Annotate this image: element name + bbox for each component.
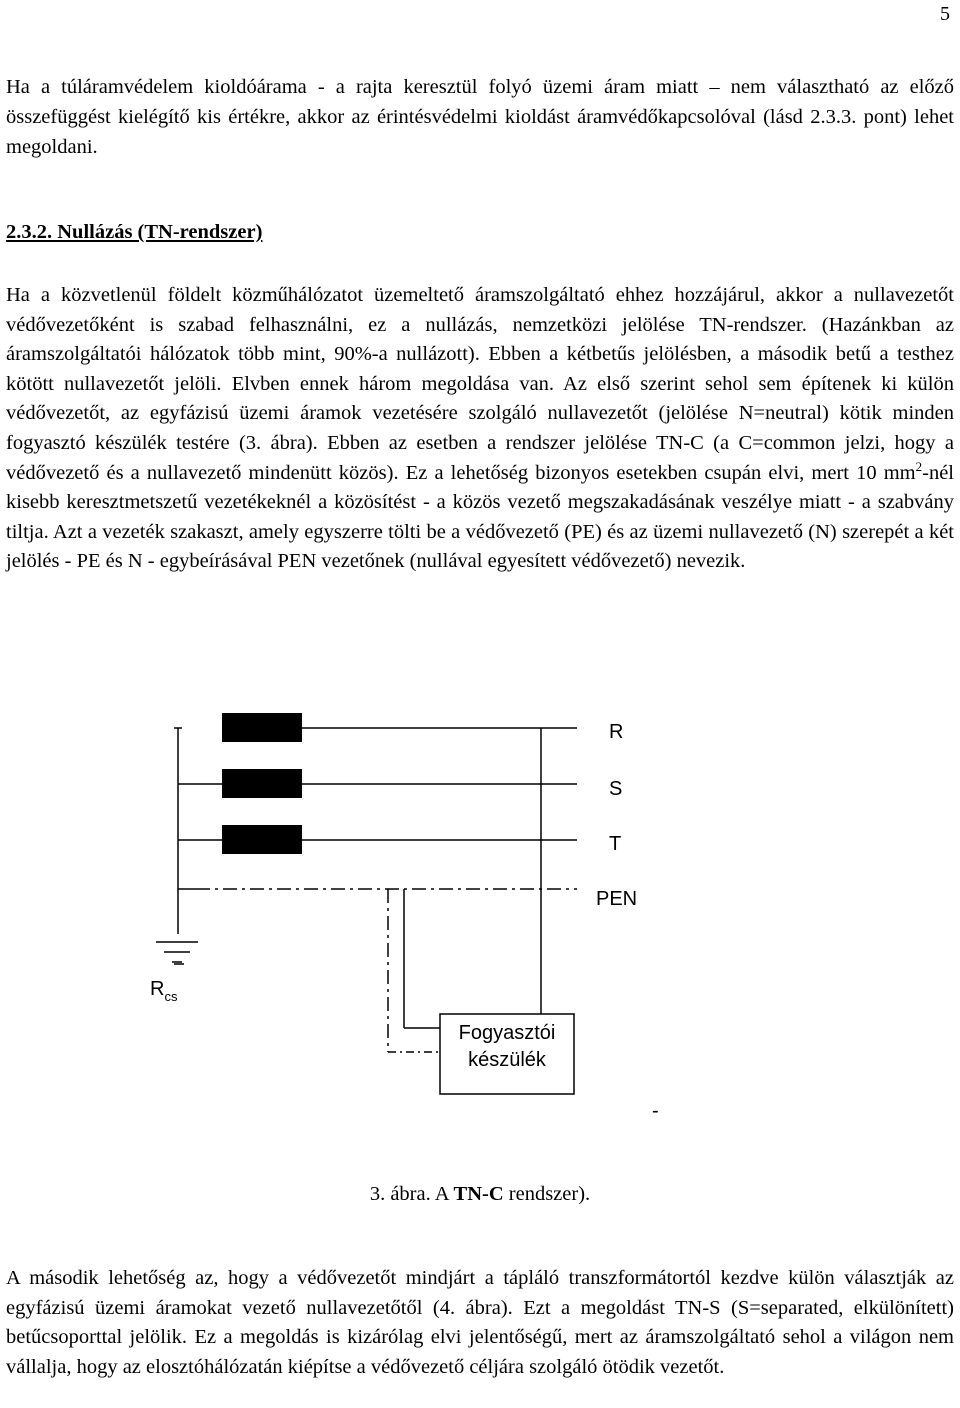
paragraph-tn-text-1: Ha a közvetlenül földelt közműhálózatot üzemeltető áramszolgáltató ehhez hozzájárul, akkor a nullavezetőt védővezetőként is szabad felhasználni, ez a nullázás, nemzetközi jelölése TN-rendszer. (Hazánkban az áramszolgáltatói hálózatok több mint, 90%-a nullázott). Ebben a kétbetűs jelölésben, a második betű a testhez kötött nullavezetőt jelöli. Elvben ennek három megoldása van. Az első szerint sehol sem építenek ki külön védővezetőt, az egyfázisú üzemi áramok vezetésére szolgáló nullavezetőt (jelölése N=neutral) kötik minden fogyasztó készülék testére (3. ábra). Ebben az esetben a rendszer jelölése TN-C (a C=common jelzi, hogy a védővezető és a nullavezető mindenütt közös). Ez a lehetőség bizonyos esetekben csupán elvi, mert 10 mm <box>6 284 954 484</box>
consumer-device-box <box>440 1014 574 1094</box>
superscript-2: 2 <box>915 458 923 474</box>
paragraph-tn-s: A második lehetőség az, hogy a védővezetőt mindjárt a tápláló transzformátortól kezdve külön választják az egyfázisú üzemi áramokat vezető nullavezetőtől (4. ábra). Ezt a megoldást TN-S (S=separated, elkülönített) betűcsoporttal jelölik. Ez a megoldás is kizárólag elvi jelentőségű, mert az áramszolgáltató sehol a világon nem vállalja, hogy az elosztóhálózatán kiépítse a védővezető céljára szolgáló ötödik vezetőt. <box>6 1267 954 1378</box>
transformer-winding-2 <box>222 769 302 798</box>
device-label-1: Fogyasztói <box>458 1022 556 1044</box>
label-s: S <box>609 778 623 800</box>
paragraph-tn-system <box>6 281 954 577</box>
caption-prefix: 3. ábra. A <box>369 1183 454 1205</box>
figure-caption <box>0 1180 960 1208</box>
ground-resistor-sub: cs <box>164 989 178 1004</box>
label-r: R <box>609 721 624 743</box>
ground-resistor-label <box>150 978 178 1004</box>
label-pen: PEN <box>596 888 638 910</box>
page-number: 5 <box>940 3 950 25</box>
transformer-winding-3 <box>222 825 302 854</box>
ground-resistor-main: R <box>150 978 165 1000</box>
paragraph-intro: Ha a túláramvédelem kioldóárama - a rajta keresztül folyó üzemi áram miatt – nem választható az előző összefüggést kielégítő kis értékre, akkor az érintésvédelmi kioldást áramvédőkapcsolóval (lásd 2.3.3. pont) lehet megoldani. <box>6 76 954 158</box>
transformer-winding-1 <box>222 713 302 742</box>
caption-suffix: rendszer). <box>503 1183 591 1205</box>
label-t: T <box>609 833 622 855</box>
caption-bold: TN-C <box>453 1183 504 1205</box>
stray-mark: - <box>652 1100 659 1122</box>
paragraph-tn-text-2: -nél kisebb keresztmetszetű vezetékeknél a közösítést - a közös vezető megszakadásának veszélye miatt - a szabvány tiltja. Azt a vezeték szakaszt, amely egyszerre tölti be a védővezető (PE) és az üzemi nullavezető (N) szerepét a két jelölés - PE és N - egybeírásával PEN vezetőnek (nullával egyesített védővezető) nevezik. <box>6 461 954 573</box>
device-label-2: készülék <box>468 1049 546 1071</box>
section-heading: 2.3.2. Nullázás (TN-rendszer) <box>6 221 263 243</box>
